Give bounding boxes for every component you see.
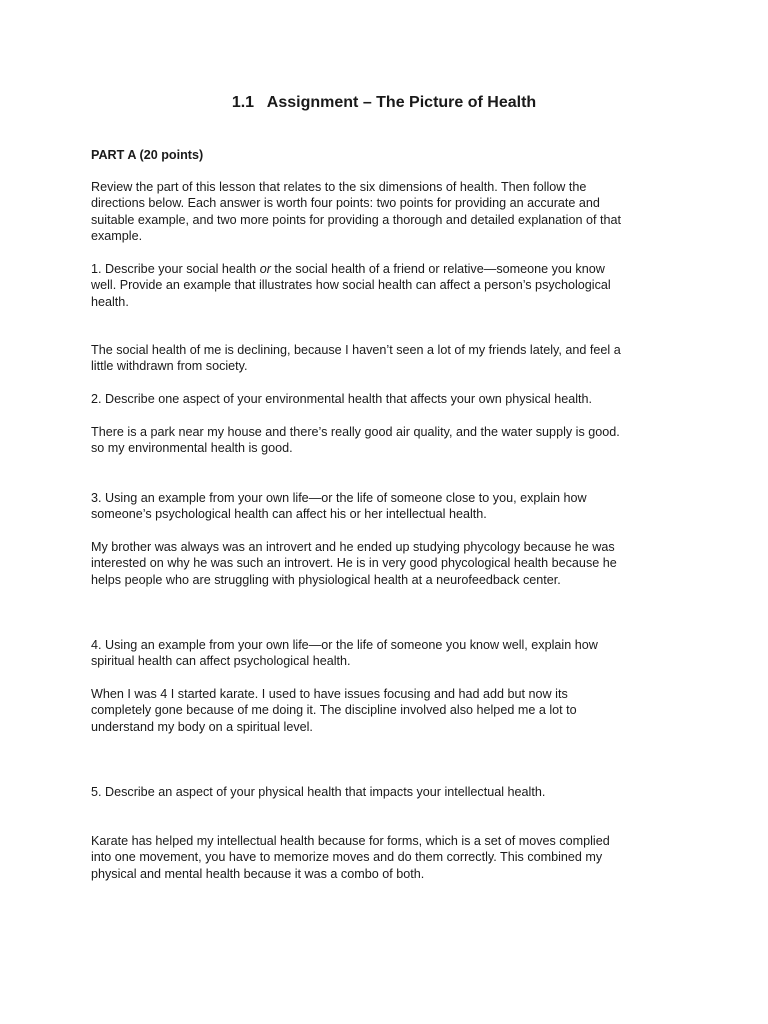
answer-2-line: There is a park near my house and there’s really good air quality, and the water supply is good.	[91, 425, 620, 439]
instructions-line: Review the part of this lesson that relates to the six dimensions of health. Then follow the	[91, 180, 587, 194]
answer-1	[91, 342, 681, 375]
answer-4-line: understand my body on a spiritual level.	[91, 719, 313, 734]
instructions-paragraph	[91, 179, 681, 245]
question-2	[91, 391, 681, 407]
question-1	[91, 261, 681, 310]
answer-1-line: The social health of me is declining, because I haven’t seen a lot of my friends lately, and feel a	[91, 343, 621, 357]
question-5	[91, 784, 681, 800]
question-5-line: 5. Describe an aspect of your physical health that impacts your intellectual health.	[91, 785, 546, 799]
answer-4	[91, 686, 681, 735]
answer-3-line: My brother was always was an introvert and he ended up studying phycology because he was	[91, 540, 615, 554]
question-4	[91, 637, 681, 670]
answer-3-line: interested on why he was such an introvert. He is in very good phycological health because he	[91, 556, 617, 571]
answer-1-line: little withdrawn from society.	[91, 359, 248, 374]
question-4-line: spiritual health can affect psychological health.	[91, 654, 351, 669]
instructions-line: directions below. Each answer is worth four points: two points for providing an accurate and	[91, 196, 600, 211]
answer-2	[91, 424, 681, 457]
answer-3	[91, 539, 681, 588]
part-a-heading: PART A (20 points)	[91, 148, 204, 162]
question-3	[91, 490, 681, 523]
answer-4-line: completely gone because of me doing it. The discipline involved also helped me a lot to	[91, 703, 577, 718]
question-1-line: well. Provide an example that illustrates how social health can affect a person’s psychological	[91, 278, 611, 293]
question-4-line: 4. Using an example from your own life—or the life of someone you know well, explain how	[91, 638, 598, 652]
answer-5-line: into one movement, you have to memorize moves and do them correctly. This combined my	[91, 850, 603, 865]
question-1-line: 1. Describe your social health or the social health of a friend or relative—someone you know	[91, 262, 605, 276]
question-3-line: someone’s psychological health can affect his or her intellectual health.	[91, 507, 487, 522]
instructions-line: suitable example, and two more points for providing a thorough and detailed explanation of that	[91, 212, 621, 227]
answer-5-line: Karate has helped my intellectual health because for forms, which is a set of moves complied	[91, 834, 610, 848]
question-3-line: 3. Using an example from your own life—or the life of someone close to you, explain how	[91, 491, 587, 505]
answer-4-line: When I was 4 I started karate. I used to have issues focusing and had add but now its	[91, 687, 568, 701]
answer-5	[91, 833, 681, 882]
instructions-line: example.	[91, 229, 143, 244]
question-2-line: 2. Describe one aspect of your environmental health that affects your own physical health.	[91, 392, 593, 406]
answer-2-line: so my environmental health is good.	[91, 441, 293, 456]
answer-5-line: physical and mental health because it was a combo of both.	[91, 866, 425, 881]
answer-3-line: helps people who are struggling with physiological health at a neurofeedback center.	[91, 572, 561, 587]
emphasis-or: or	[259, 262, 271, 276]
question-1-line: health.	[91, 294, 129, 309]
document-title: 1.1 Assignment – The Picture of Health	[231, 94, 537, 111]
